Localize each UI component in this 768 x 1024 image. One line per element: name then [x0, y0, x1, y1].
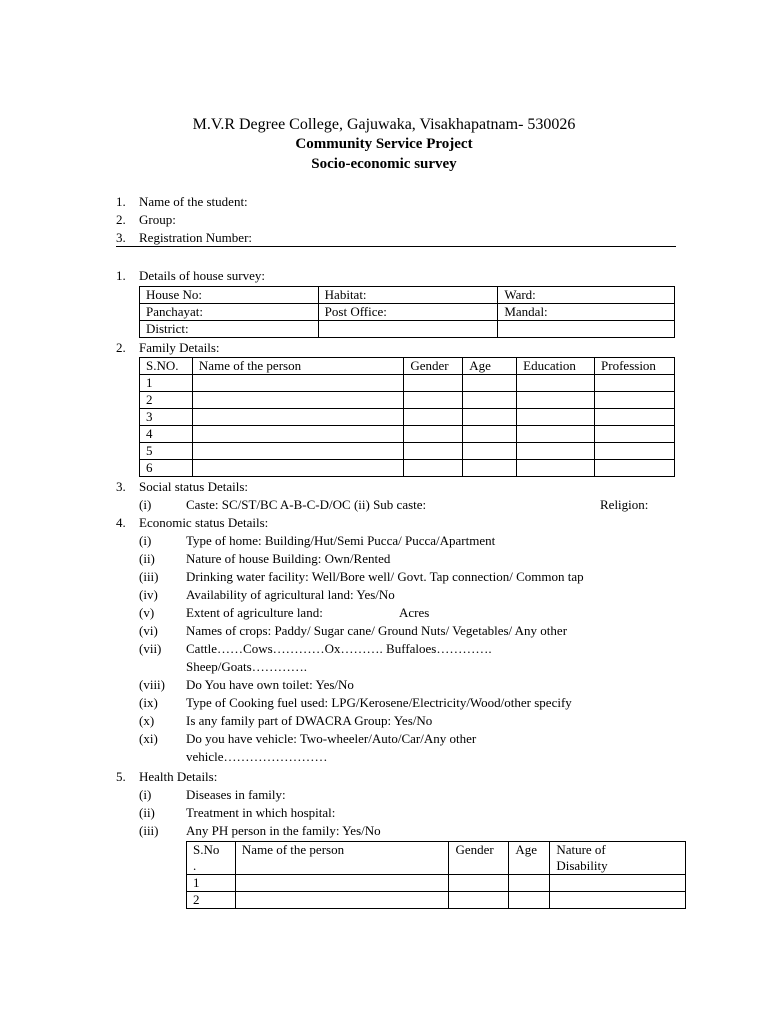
- house-table-cell[interactable]: Ward:: [498, 287, 675, 304]
- survey-page: M.V.R Degree College, Gajuwaka, Visakhapatnam- 530026 Community Service Project Socio-economic survey 1. Name of the student: 2. Group: 3. Registration Number: 1. Details of house survey: House No: Habitat: Ward: Panchayat: Post Office: Mandal: District: 2. Family Details: S.NO. Name of the person Gender Age Education Profession 1 2 3 4 5 6 3. Social status Details: (i) Caste: SC/ST/BC A-B-C-D/OC (ii) Sub caste: Religion: 4. Economic status Details: (i) Type of home: Building/Hut/Semi Pucca/ Pucca/Apartment (ii) Nature of house Building: Own/Rented (iii) Drinking water facility: Well/Bore well/ Govt. Tap connection/ Common tap (iv) Availability of agricultural land: Yes/No (v) Extent of agriculture land: Acres (vi) Names of crops: Paddy/ Sugar cane/ Ground Nuts/ Vegetables/ Any other (vii) Cattle……Cows…………Ox………. Buffaloes…………. Sheep/Goats…………. (viii) Do You have own toilet: Yes/No (ix) Type of Cooking fuel used: LPG/Kerosene/Electricity/Wood/other specify (x) Is any family part of DWACRA Group: Yes/No (xi) Do you have vehicle: Two-wheeler/Auto/Car/Any other vehicle…………………… 5. Health Details: (i) Diseases in family: (ii) Treatment in which hospital: (iii) Any PH person in the family: Yes/No S.No . Name of the person Gender Age Nature of Disability 1 2: [0, 0, 768, 1024]
- family-table-cell[interactable]: [404, 375, 463, 392]
- college-title: M.V.R Degree College, Gajuwaka, Visakhapatnam- 530026: [192, 116, 576, 133]
- table-row: [140, 460, 675, 477]
- family-table-cell[interactable]: [463, 409, 517, 426]
- student-name-label: Name of the student:: [139, 194, 248, 209]
- family-table-cell[interactable]: [463, 392, 517, 409]
- house-table-cell[interactable]: [318, 321, 498, 338]
- family-table: [139, 357, 675, 477]
- family-table-cell[interactable]: [192, 409, 403, 426]
- ph-table-cell[interactable]: [235, 875, 449, 892]
- family-table-cell[interactable]: [595, 426, 675, 443]
- house-table-cell[interactable]: Mandal:: [498, 304, 675, 321]
- family-table-cell[interactable]: [517, 443, 595, 460]
- ph-row-number: 1: [187, 875, 236, 892]
- family-table-cell[interactable]: [404, 426, 463, 443]
- item-number: (iv): [139, 587, 158, 602]
- family-table-cell[interactable]: [404, 460, 463, 477]
- item-number: (vii): [139, 641, 162, 656]
- ph-table-cell[interactable]: [449, 892, 509, 909]
- family-table-cell[interactable]: [463, 460, 517, 477]
- family-table-cell[interactable]: [463, 426, 517, 443]
- table-row: [140, 375, 675, 392]
- family-row-number: 4: [140, 426, 193, 443]
- family-table-header: S.NO.: [140, 358, 193, 375]
- family-row-number: 2: [140, 392, 193, 409]
- family-table-header: Name of the person: [192, 358, 403, 375]
- item-text: Diseases in family:: [186, 787, 286, 802]
- house-table-cell[interactable]: District:: [140, 321, 319, 338]
- item-number: (i): [139, 533, 152, 548]
- item-number: (ii): [139, 551, 155, 566]
- ph-row-number: 2: [187, 892, 236, 909]
- family-table-cell[interactable]: [517, 460, 595, 477]
- table-row: [140, 409, 675, 426]
- house-table-cell[interactable]: Habitat:: [318, 287, 498, 304]
- item-number: (ii): [139, 805, 155, 820]
- family-table-cell[interactable]: [595, 375, 675, 392]
- ph-table-cell[interactable]: [509, 875, 550, 892]
- ph-table-cell[interactable]: [235, 892, 449, 909]
- table-row: [187, 892, 686, 909]
- item-number: (xi): [139, 731, 158, 746]
- house-table-cell[interactable]: [498, 321, 675, 338]
- family-row-number: 3: [140, 409, 193, 426]
- family-table-cell[interactable]: [404, 409, 463, 426]
- item-number: (x): [139, 713, 155, 728]
- family-table-cell[interactable]: [595, 409, 675, 426]
- family-table-header: Education: [517, 358, 595, 375]
- item-text: Cattle……Cows…………Ox………. Buffaloes………….: [186, 641, 492, 656]
- family-table-cell[interactable]: [517, 409, 595, 426]
- family-row-number: 6: [140, 460, 193, 477]
- ph-table-cell[interactable]: [550, 892, 686, 909]
- item-text: Extent of agriculture land:: [186, 605, 323, 620]
- ph-table-header: S.No .: [187, 842, 236, 875]
- ph-table-header: Age: [509, 842, 550, 875]
- family-table-cell[interactable]: [517, 426, 595, 443]
- ph-person-table: [186, 841, 686, 909]
- family-table-cell[interactable]: [595, 443, 675, 460]
- family-table-cell[interactable]: [192, 392, 403, 409]
- item-text: Nature of house Building: Own/Rented: [186, 551, 391, 566]
- item-text: Drinking water facility: Well/Bore well/ Govt. Tap connection/ Common tap: [186, 569, 584, 584]
- family-table-cell[interactable]: [192, 460, 403, 477]
- house-table-row: [140, 287, 675, 304]
- item-number: (iii): [139, 823, 159, 838]
- family-table-cell[interactable]: [404, 392, 463, 409]
- item-text: Do You have own toilet: Yes/No: [186, 677, 354, 692]
- item-number: (iii): [139, 569, 159, 584]
- family-table-cell[interactable]: [192, 375, 403, 392]
- family-table-cell[interactable]: [192, 443, 403, 460]
- item-text: Sheep/Goats………….: [186, 659, 307, 674]
- family-table-cell[interactable]: [463, 443, 517, 460]
- item-text: Names of crops: Paddy/ Sugar cane/ Ground Nuts/ Vegetables/ Any other: [186, 623, 568, 638]
- ph-table-header: Nature of Disability: [550, 842, 686, 875]
- ph-table-cell[interactable]: [449, 875, 509, 892]
- family-table-header: Gender: [404, 358, 463, 375]
- family-table-cell[interactable]: [463, 375, 517, 392]
- family-table-cell[interactable]: [517, 375, 595, 392]
- registration-label: Registration Number:: [139, 230, 253, 245]
- family-row-number: 5: [140, 443, 193, 460]
- item-text: Type of Cooking fuel used: LPG/Kerosene/Electricity/Wood/other specify: [186, 695, 572, 710]
- house-table: [139, 286, 675, 338]
- family-table-header: Profession: [595, 358, 675, 375]
- item-number: (i): [139, 787, 152, 802]
- item-text: Availability of agricultural land: Yes/No: [186, 587, 395, 602]
- ph-table-cell[interactable]: [509, 892, 550, 909]
- caste-label: Caste: SC/ST/BC A-B-C-D/OC (ii) Sub caste:: [186, 497, 427, 512]
- survey-title: Socio-economic survey: [311, 156, 457, 172]
- religion-label: Religion:: [600, 497, 649, 512]
- family-table-cell[interactable]: [192, 426, 403, 443]
- item-number: (vi): [139, 623, 158, 638]
- family-table-header: Age: [463, 358, 517, 375]
- family-table-cell[interactable]: [517, 392, 595, 409]
- table-row: [140, 443, 675, 460]
- house-table-row: [140, 321, 675, 338]
- family-row-number: 1: [140, 375, 193, 392]
- table-row: [140, 426, 675, 443]
- ph-table-cell[interactable]: [550, 875, 686, 892]
- family-table-header-row: [140, 358, 675, 375]
- house-table-row: [140, 304, 675, 321]
- item-text: Treatment in which hospital:: [186, 805, 336, 820]
- house-table-cell[interactable]: Post Office:: [318, 304, 498, 321]
- table-row: [140, 392, 675, 409]
- table-row: [187, 875, 686, 892]
- ph-table-header: Gender: [449, 842, 509, 875]
- family-table-cell[interactable]: [404, 443, 463, 460]
- house-table-cell[interactable]: Panchayat:: [140, 304, 319, 321]
- item-number: (viii): [139, 677, 165, 692]
- divider: [116, 246, 676, 247]
- family-table-cell[interactable]: [595, 460, 675, 477]
- item-number: (ix): [139, 695, 158, 710]
- item-text: Type of home: Building/Hut/Semi Pucca/ Pucca/Apartment: [186, 533, 496, 548]
- ph-table-header: Name of the person: [235, 842, 449, 875]
- ph-table-header-row: [187, 842, 686, 875]
- item-number: (v): [139, 605, 155, 620]
- house-table-cell[interactable]: House No:: [140, 287, 319, 304]
- acres-label: Acres: [399, 605, 430, 620]
- item-text: Do you have vehicle: Two-wheeler/Auto/Car/Any other: [186, 731, 477, 746]
- project-title: Community Service Project: [295, 136, 473, 152]
- family-table-cell[interactable]: [595, 392, 675, 409]
- item-text: Is any family part of DWACRA Group: Yes/No: [186, 713, 433, 728]
- item-text: Any PH person in the family: Yes/No: [186, 823, 381, 838]
- item-text: vehicle……………………: [186, 749, 328, 764]
- group-label: Group:: [139, 212, 176, 227]
